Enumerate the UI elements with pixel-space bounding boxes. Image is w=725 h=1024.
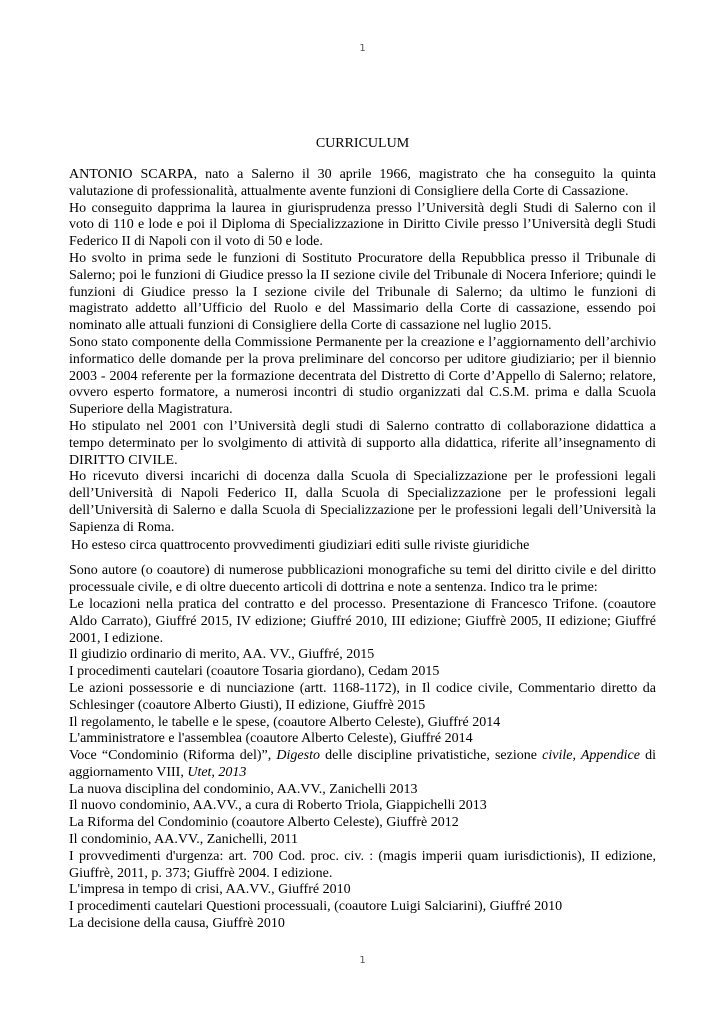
publication-text: di aggiornamento VIII, bbox=[69, 748, 657, 780]
publication-item: I procedimenti cautelari (coautore Tosaria giordano), Cedam 2015 bbox=[69, 664, 440, 680]
education-paragraph: Ho conseguito dapprima la laurea in giurisprudenza presso l’Università degli Studi di Salerno con il voto di 110 e lode e poi il Diploma di Specializzazione in Diritto Civile presso l’Università degli Studi Federico II di Napoli con il voto di 50 e lode. bbox=[69, 200, 656, 250]
university-contract-paragraph: Ho stipulato nel 2001 con l’Università degli studi di Salerno contratto di collaborazione didattica a tempo determinato per lo svolgimento di attività di supporto alla didattica, riferite all’insegnamento di DIRITTO CIVILE. bbox=[69, 418, 656, 468]
publication-text: Voce “Condominio (Riforma del)”, bbox=[69, 748, 277, 764]
bio-intro-paragraph: ANTONIO SCARPA, nato a Salerno il 30 aprile 1966, magistrato che ha conseguito la quinta valutazione di professionalità, attualmente avente funzioni di Consigliere della Corte di Cassazione. bbox=[69, 167, 656, 199]
publication-item: Le azioni possessorie e di nunciazione (artt. 1168-1172), in Il codice civile, Commentario diretto da Schlesinger (coautore Alberto Giusti), II edizione, Giuffrè 2015 bbox=[69, 680, 656, 713]
publication-item-digesto bbox=[69, 748, 656, 782]
publication-item: I procedimenti cautelari Questioni processuali, (coautore Luigi Salciarini), Giuffré 2010 bbox=[69, 899, 563, 915]
publication-italic-text: civile, Appendice bbox=[542, 748, 640, 764]
publication-item: La nuova disciplina del condominio, AA.VV., Zanichelli 2013 bbox=[69, 781, 418, 797]
page-number-top: 1 bbox=[359, 43, 366, 54]
publications-intro: Sono autore (o coautore) di numerose pubblicazioni monografiche su temi del diritto civile e del diritto processuale civile, e di oltre duecento articoli di dottrina e note a sentenza. Indico tra le prime: bbox=[69, 563, 656, 596]
publication-item: Il condominio, AA.VV., Zanichelli, 2011 bbox=[69, 832, 299, 848]
publication-italic-text: Digesto bbox=[276, 748, 320, 764]
publication-italic-text: Utet, 2013 bbox=[187, 764, 247, 780]
publication-item: Il regolamento, le tabelle e le spese, (coautore Alberto Celeste), Giuffré 2014 bbox=[69, 714, 501, 730]
publication-text: delle discipline privatistiche, sezione bbox=[319, 748, 543, 764]
publication-item: L'impresa in tempo di crisi, AA.VV., Giuffré 2010 bbox=[69, 882, 351, 898]
document-body bbox=[69, 167, 656, 933]
provvedimenti-paragraph: Ho esteso circa quattrocento provvedimenti giudiziari editi sulle riviste giuridiche bbox=[71, 537, 530, 553]
teaching-paragraph: Ho ricevuto diversi incarichi di docenza dalla Scuola di Specializzazione per le professioni legali dell’Università di Napoli Federico II, dalla Scuola di Specializzazione per le professioni legali dell’Università di Salerno e dalla Scuola di Specializzazione per le professioni legali dell’Università la Sapienza di Roma. bbox=[69, 469, 656, 535]
publication-item: Le locazioni nella pratica del contratto e del processo. Presentazione di Francesco Trifone. (coautore Aldo Carrato), Giuffré 2015, IV edizione; Giuffré 2010, III edizione; Giuffrè 2005, II edizione; Giuffré 2001, I edizione. bbox=[69, 596, 656, 646]
publication-item: I provvedimenti d'urgenza: art. 700 Cod. proc. civ. : (magis imperii quam iurisdictionis), II edizione, Giuffrè, 2011, p. 373; Giuffrè 2004. I edizione. bbox=[69, 848, 656, 881]
committees-paragraph: Sono stato componente della Commissione Permanente per la creazione e l’aggiornamento dell’archivio informatico delle domande per la prova preliminare del concorso per uditore giudiziario; per il biennio 2003 - 2004 referente per la formazione decentrata del Distretto di Corte d’Appello di Salerno; relatore, ovvero esperto formatore, a numerosi incontri di studio organizzati dal C.S.M. prima e dalla Scuola Superiore della Magistratura. bbox=[69, 334, 656, 418]
page-number-bottom: 1 bbox=[359, 955, 366, 966]
publication-item: Il nuovo condominio, AA.VV., a cura di Roberto Triola, Giappichelli 2013 bbox=[69, 798, 487, 814]
publication-item: L'amministratore e l'assemblea (coautore Alberto Celeste), Giuffré 2014 bbox=[69, 731, 473, 747]
publication-item: Il giudizio ordinario di merito, AA. VV., Giuffré, 2015 bbox=[69, 647, 375, 663]
document-title: CURRICULUM bbox=[315, 136, 410, 151]
career-paragraph: Ho svolto in prima sede le funzioni di Sostituto Procuratore della Repubblica presso il Tribunale di Salerno; poi le funzioni di Giudice presso la II sezione civile del Tribunale di Nocera Inferiore; quindi le funzioni di Giudice presso la I sezione civile del Tribunale di Salerno; da ultimo le funzioni di magistrato addetto all’Ufficio del Ruolo e del Massimario della Corte di cassazione, essendo poi nominato alle attuali funzioni di Consigliere della Corte di cassazione nel luglio 2015. bbox=[69, 250, 656, 334]
publication-item: La Riforma del Condominio (coautore Alberto Celeste), Giuffrè 2012 bbox=[69, 815, 459, 831]
publication-item: La decisione della causa, Giuffrè 2010 bbox=[69, 916, 285, 932]
